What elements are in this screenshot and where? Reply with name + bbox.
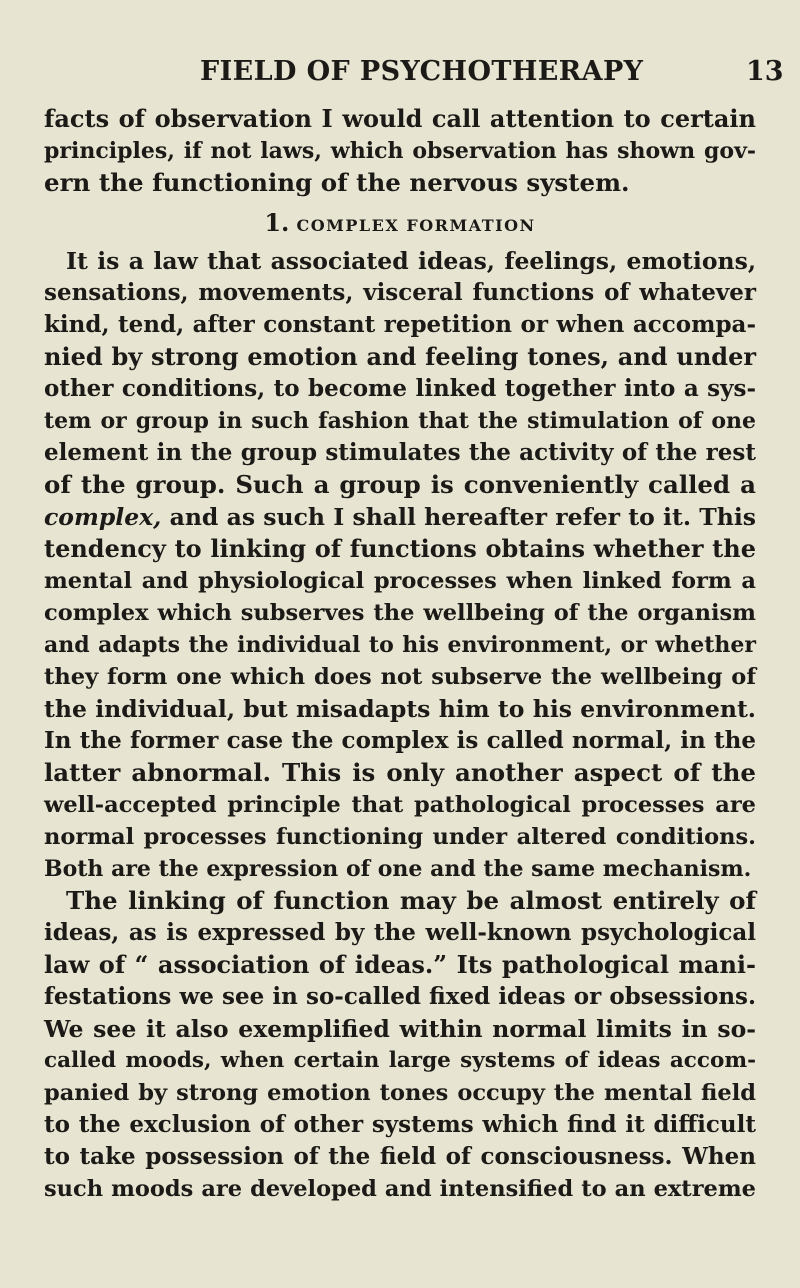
section-title: COMPLEX FORMATION	[296, 216, 536, 235]
text-line: ideas, as is expressed by the well-known psychological	[44, 919, 756, 946]
text-line: law of “ association of ideas.” Its pathological mani-	[44, 950, 756, 979]
section-number: 1.	[264, 208, 290, 237]
text-line: kind, tend, after constant repetition or when accompa-	[44, 311, 756, 338]
text-line: normal processes functioning under altered conditions.	[44, 824, 756, 850]
text-line: We see it also exemplified within normal limits in so-	[44, 1015, 756, 1043]
text-line: well-accepted principle that pathological processes are	[44, 792, 756, 818]
text-line: tendency to linking of functions obtains whether the	[44, 534, 756, 563]
text-line: festations we see in so-called fixed ideas or obsessions.	[44, 983, 756, 1010]
text-line: Both are the expression of one and the same mechanism.	[44, 856, 752, 882]
text-line: panied by strong emotion tones occupy the mental field	[44, 1080, 756, 1106]
text-line: The linking of function may be almost entirely of	[66, 886, 756, 915]
text-line: ern the functioning of the nervous system.	[44, 168, 630, 197]
text-line: complex which subserves the wellbeing of the organism	[44, 600, 756, 626]
text-line: facts of observation I would call attention to certain	[44, 104, 756, 133]
text-line: of the group. Such a group is conveniently called a	[44, 470, 756, 499]
text-line: other conditions, to become linked together into a sys-	[44, 375, 756, 402]
text-line: to take possession of the field of consciousness. When	[44, 1143, 756, 1170]
text-line: such moods are developed and intensified to an extreme	[44, 1176, 756, 1202]
text-line: called moods, when certain large systems of ideas accom-	[44, 1048, 756, 1073]
text-span: and as such I shall hereafter refer to it. This	[161, 503, 756, 531]
text-line: tem or group in such fashion that the stimulation of one	[44, 408, 756, 434]
running-title: FIELD OF PSYCHOTHERAPY	[200, 56, 644, 87]
italic-term: complex,	[44, 503, 162, 531]
text-line: principles, if not laws, which observation has shown gov-	[44, 138, 756, 164]
text-line: to the exclusion of other systems which find it difficult	[44, 1111, 756, 1138]
page-number: 13	[746, 56, 784, 87]
text-line: mental and physiological processes when linked form a	[44, 568, 756, 594]
section-heading	[0, 210, 800, 239]
text-line-complex	[44, 502, 756, 532]
text-line: It is a law that associated ideas, feelings, emotions,	[66, 247, 756, 275]
text-line: sensations, movements, visceral functions of whatever	[44, 279, 756, 306]
text-line: nied by strong emotion and feeling tones, and under	[44, 342, 756, 371]
text-line: and adapts the individual to his environment, or whether	[44, 632, 756, 658]
text-line: latter abnormal. This is only another aspect of the	[44, 758, 756, 787]
running-head	[0, 56, 800, 96]
text-line: element in the group stimulates the activity of the rest	[44, 439, 756, 466]
text-line: the individual, but misadapts him to his environment.	[44, 695, 756, 723]
text-line: In the former case the complex is called normal, in the	[44, 727, 756, 754]
text-line: they form one which does not subserve the wellbeing of	[44, 664, 756, 690]
